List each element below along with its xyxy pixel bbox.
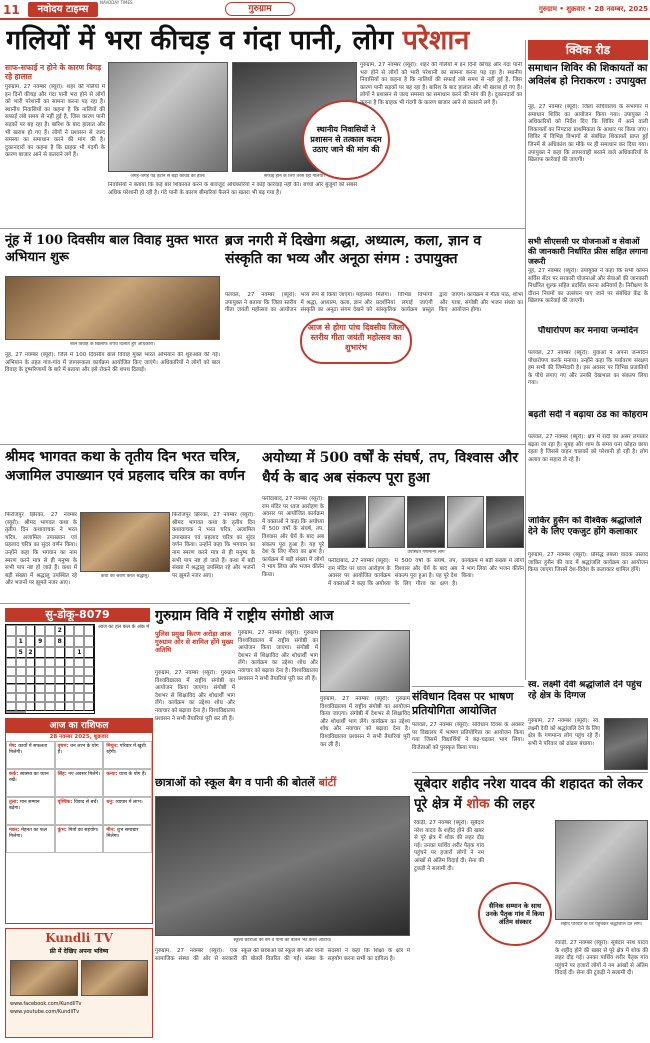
rashi-sign-text: शुभ समाचार मिलेगा। xyxy=(106,828,139,839)
sudoku-cell xyxy=(16,676,26,685)
sudoku-cell xyxy=(35,702,45,711)
rashi-sign xyxy=(103,769,152,797)
dateline: गुरुग्राम • शुक्रवार • 28 नवम्बर, 2025 xyxy=(538,5,648,13)
sudoku-cell xyxy=(45,676,55,685)
rashi-sign xyxy=(103,741,152,769)
portrait xyxy=(328,496,366,548)
sudoku-cell xyxy=(26,702,36,711)
rashifal-grid xyxy=(6,741,152,853)
ad-image xyxy=(81,960,149,996)
rashi-sign xyxy=(103,825,152,853)
schoolbags-body: गुरुग्राम, 27 नवम्बर (ब्यूरो): एक सामाजिक संस्था की ओर से सरकारी स्कूल की छात्राओं को स्कूल बैग और पानी की बोतलें वितरित की गईं। संस्था के सदस्यों ने कहा कि शिक्षा के क्षेत्र में सहयोग करना सभी का दायित्व है। xyxy=(155,948,410,962)
rule-5 xyxy=(412,772,648,773)
rule-right-sidebar xyxy=(525,40,526,680)
rashi-sign-name: कर्क: xyxy=(9,772,20,777)
rashi-sign-text: स्वास्थ्य का ध्यान रखें। xyxy=(9,772,49,783)
sudoku-cell xyxy=(6,693,16,702)
schoolbags-headline xyxy=(155,774,410,794)
rashi-sign-text: विवाद से बचें। xyxy=(73,800,99,805)
sudoku-cell xyxy=(55,658,65,667)
portrait xyxy=(486,496,524,548)
martyr-headline-a: सूबेदार शहीद नरेश यादव की शहादत को लेकर पूरे क्षेत्र में xyxy=(414,776,643,812)
sudoku-hint: आज का हल कल के अंक में xyxy=(98,624,150,630)
rule-3 xyxy=(0,603,410,604)
rashi-sign-text: व्यापार में लाभ। xyxy=(115,800,143,805)
sudoku-cell xyxy=(74,667,84,676)
masthead xyxy=(0,0,650,20)
braj-headline: ब्रज नगरी में दिखेगा श्रद्धा, अध्यात्म, कला, ज्ञान व संस्कृति का भव्य और अनूठा संगम : उपायुक्त xyxy=(225,233,482,267)
sudoku-cell xyxy=(55,684,65,693)
page-number: 11 xyxy=(3,3,20,17)
martyr-headline xyxy=(414,774,648,816)
sudoku-cell xyxy=(74,636,84,647)
sudoku-cell xyxy=(26,658,36,667)
quick-read-kicker: क्विक रीड xyxy=(528,40,648,60)
kundli-ad[interactable] xyxy=(5,928,153,1038)
ayodhya-portraits xyxy=(328,496,524,548)
rashi-sign-name: सिंह: xyxy=(57,772,69,777)
sidebar-h3: पौधारोपण कर मनाया जन्मदिन xyxy=(537,326,639,336)
sudoku-cell xyxy=(65,667,75,676)
sudoku-cell xyxy=(84,625,94,636)
sudoku-cell xyxy=(16,658,26,667)
ayodhya-caption: उपस्थित गणमान्य लोग xyxy=(407,550,445,555)
tribute-headline: स्व. लक्ष्मी देवी श्रद्धांजलि देने पहुंच रहे क्षेत्र के दिग्गज xyxy=(528,680,642,701)
sudoku-cell xyxy=(74,684,84,693)
lead-body-continued: गुरुग्राम, 27 नवम्बर (ब्यूरो): शहर की गलियों में इन दिनों कीचड़ और गंदा पानी भरा होने से लोगों को भारी परेशानी का सामना करना पड़ रहा है। स्थानीय निवासियों का कहना है कि नालियों की सफाई लंबे समय से नहीं हुई है, जिस कारण पानी सड़कों पर बह रहा है। बारिश के बाद हालात और भी खराब हो गए हैं। लोगों ने प्रशासन से जल्द समस्या का समाधान करने की मांग की है। दुकानदारों का कहना है कि ग्राहक भी गंदगी के कारण बाजार आने से कतराने लगे हैं। xyxy=(360,62,522,106)
sudoku-cell xyxy=(84,684,94,693)
sidebar-top-headline: समाधान शिविर की शिकायतों का अविलंब हो निराकरण : उपायुक्त xyxy=(528,63,648,87)
sudoku-cell xyxy=(65,647,75,658)
sudoku-cell xyxy=(6,647,16,658)
ad-image xyxy=(10,960,78,996)
lead-photo-1-caption: जगह-जगह पेड़ हटाने से बढ़ी कीचड़ का हाल। xyxy=(130,174,206,179)
sudoku-cell xyxy=(6,636,16,647)
sudoku-cell xyxy=(65,625,75,636)
rashi-sign-text: मान सम्मान बढ़ेगा। xyxy=(9,800,40,811)
sudoku-cell xyxy=(26,636,36,647)
braj-body: पलवल, 27 नवम्बर (ब्यूरो): उपायुक्त ने बताया कि जिला स्तरीय गीता जयंती महोत्सव का आयोजन भव्य रूप से किया जाएगा। महोत्सव में श्रद्धा, अध्यात्म, कला, ज्ञान और संस्कृति का अनूठा संगम देखने को मिलेगा। विभिन्न विभागों द्वारा प्रदर्शनियां लगाई जाएंगी और सांस्कृतिक कार्यक्रम प्रस्तुत किए जाएंगे। कार्यक्रम में गीता पाठ, शोभा यात्रा, संगोष्ठी और भजन संध्या का आयोजन होगा। xyxy=(225,292,523,314)
rashi-sign-name: मेष: xyxy=(9,744,19,749)
rashi-sign xyxy=(6,741,55,769)
sudoku-cell xyxy=(74,625,84,636)
schoolbags-headline-a: छात्राओं को स्कूल बैग व पानी की बोतलें xyxy=(155,776,319,789)
sudoku-cell: 5 xyxy=(16,647,26,658)
sidebar-b3: पलवल, 27 नवम्बर (ब्यूरो): युवाओं ने अपना जन्मदिन पौधारोपण करके मनाया। उन्होंने कहा कि पर्यावरण संरक्षण हम सभी की जिम्मेदारी है। इस अवसर पर विभिन्न प्रजातियों के पौधे लगाए गए और उनकी देखभाल का संकल्प लिया गया। xyxy=(528,350,648,387)
lead-body: गुरुग्राम, 27 नवम्बर (ब्यूरो): शहर की गलियों में इन दिनों कीचड़ और गंदा पानी भरा होने से लोगों को भारी परेशानी का सामना करना पड़ रहा है। स्थानीय निवासियों का कहना है कि नालियों की सफाई लंबे समय से नहीं हुई है, जिस कारण पानी सड़कों पर बह रहा है। बारिश के बाद हालात और भी खराब हो गए हैं। लोगों ने प्रशासन से जल्द समस्या का समाधान करने की मांग की है। दुकानदारों का कहना है कि ग्राहक भी गंदगी के कारण बाजार आने से कतराने लगे हैं। xyxy=(5,84,105,159)
rashifal-title: आज का राशिफल xyxy=(6,719,152,733)
rashi-sign xyxy=(55,797,104,825)
ad-youtube[interactable]: www.youtube.com/KundliTv xyxy=(10,1009,80,1015)
sudoku-cell xyxy=(16,702,26,711)
symposium-kicker: पुलिस प्रमुख किरण अरोड़ा आज गुरुग्राम ओर से शामिल होंगे मुख्य अतिथि xyxy=(155,630,234,654)
ayodhya-body: फरीदाबाद, 27 नवम्बर (ब्यूरो): राम मंदिर पर ध्वज आरोहण के अवसर पर आयोजित कार्यक्रम में वक्ताओं ने कहा कि अयोध्या में 500 वर्षों के संघर्ष, तप, विश्वास और धैर्य के बाद अब संकल्प पूरा हुआ है। यह पूरे देश के लिए गौरव का क्षण है। कार्यक्रम में बड़ी संख्या में लोगों ने भाग लिया और भजन कीर्तन किया। xyxy=(262,496,324,578)
rashi-sign xyxy=(55,769,104,797)
symposium-body-3: गुरुग्राम, 27 नवम्बर (ब्यूरो): गुरुग्राम विश्वविद्यालय में राष्ट्रीय संगोष्ठी का आयोजन किया जाएगा। संगोष्ठी में देशभर से शिक्षाविद और शोधार्थी भाग लेंगे। कार्यक्रम का उद्देश्य शोध और नवाचार को बढ़ावा देना है। विश्वविद्यालय प्रशासन ने सभी तैयारियां पूरी कर ली हैं। xyxy=(320,696,410,748)
martyr-body-2: रेवाड़ी, 27 नवम्बर (ब्यूरो): सूबेदार नरेश यादव के शहीद होने की खबर से पूरे क्षेत्र में शोक की लहर दौड़ गई। उनका पार्थिव शरीर पैतृक गांव पहुंचने पर हजारों लोगों ने नम आंखों से अंतिम विदाई दी। सेना की टुकड़ी ने सलामी दी। xyxy=(555,940,648,977)
sudoku-cell xyxy=(16,667,26,676)
rashi-sign-name: वृश्चिक: xyxy=(57,800,74,805)
sudoku-cell xyxy=(84,693,94,702)
sudoku-cell xyxy=(84,667,94,676)
child-marriage-headline: नूंह में 100 दिवसीय बाल विवाह मुक्त भारत अभियान शुरू xyxy=(5,233,218,265)
sudoku-cell xyxy=(65,658,75,667)
symposium-body-2: गुरुग्राम, 27 नवम्बर (ब्यूरो): गुरुग्राम विश्वविद्यालय में राष्ट्रीय संगोष्ठी का आयोजन किया जाएगा। संगोष्ठी में देशभर से शिक्षाविद और शोधार्थी भाग लेंगे। कार्यक्रम का उद्देश्य शोध और नवाचार को बढ़ावा देना है। विश्वविद्यालय प्रशासन ने सभी तैयारियां पूरी कर ली हैं। xyxy=(238,630,318,682)
sudoku-cell xyxy=(26,676,36,685)
rashi-sign-text: परिवार में खुशी रहेगी। xyxy=(106,744,146,755)
bhagwat-headline: श्रीमद भागवत कथा के तृतीय दिन भरत चरित्र, अजामिल उपाख्यान एवं प्रहलाद चरित्र का वर्णन xyxy=(5,449,245,484)
symposium-headline: गुरुग्राम विवि में राष्ट्रीय संगोष्ठी आज xyxy=(155,608,334,624)
rashi-sign-name: कन्या: xyxy=(106,772,120,777)
lead-subhead: साफ-सफाई न होने के कारण बिगड़ रहे हालात xyxy=(5,63,102,81)
rashi-sign xyxy=(6,769,55,797)
rashi-sign-name: मिथुन: xyxy=(106,744,120,749)
rashi-sign xyxy=(55,741,104,769)
rashi-sign-name: तुला: xyxy=(9,800,20,805)
sudoku-cell xyxy=(6,658,16,667)
sudoku-cell xyxy=(26,693,36,702)
sudoku-cell xyxy=(16,684,26,693)
sudoku-cell xyxy=(45,684,55,693)
sudoku-cell xyxy=(45,658,55,667)
bhagwat-body-2: फिरोजपुर झिरका, 27 नवम्बर (ब्यूरो): श्रीमद भागवत कथा के तृतीय दिन कथावाचक ने भरत चरित्र, अजामिल उपाख्यान एवं प्रहलाद चरित्र का सुंदर वर्णन किया। उन्होंने कहा कि भगवान का नाम स्मरण करने मात्र से ही मनुष्य के सभी पाप नष्ट हो जाते हैं। कथा में बड़ी संख्या में श्रद्धालु उपस्थित रहे और भजनों पर झूमते नजर आए। xyxy=(172,512,255,579)
sudoku-cell xyxy=(74,702,84,711)
rashi-sign-text: कार्यों में सफलता मिलेगी। xyxy=(9,744,48,755)
child-marriage-caption: बाल विवाह के खिलाफ शपथ दिलाते हुए अधिकारी। xyxy=(70,342,155,347)
sudoku-cell xyxy=(55,676,65,685)
sudoku-cell: 2 xyxy=(55,625,65,636)
rashi-sign-text: नए अवसर मिलेंगे। xyxy=(68,772,101,777)
sudoku-cell xyxy=(35,667,45,676)
martyr-body: रेवाड़ी, 27 नवम्बर (ब्यूरो): सूबेदार नरेश यादव के शहीद होने की खबर से पूरे क्षेत्र में शोक की लहर दौड़ गई। उनका पार्थिव शरीर पैतृक गांव पहुंचने पर हजारों लोगों ने नम आंखों से अंतिम विदाई दी। सेना की टुकड़ी ने सलामी दी। xyxy=(414,820,484,872)
schoolbags-headline-b: बांटीं xyxy=(318,776,337,789)
sudoku-cell: 8 xyxy=(55,636,65,647)
sudoku-cell xyxy=(26,625,36,636)
sudoku-cell xyxy=(16,625,26,636)
rule-1 xyxy=(0,228,525,229)
rashi-sign-name: मकर: xyxy=(9,828,22,833)
lead-body-2: निवासियों ने बताया कि कई बार शिकायत करने के बावजूद अधिकारियों ने कोई कार्रवाई नहीं की। बच्चों और बुजुर्गों को सबसे अधिक परेशानी हो रही है। गंदे पानी के कारण बीमारियां फैलने का खतरा भी बढ़ गया है। xyxy=(108,182,357,196)
ad-brand: Kundli TV xyxy=(45,931,113,945)
lead-quote: स्थानीय निवासियों ने प्रशासन से तत्काल कदम उठाए जाने की मांग की xyxy=(302,100,390,180)
rule-2 xyxy=(0,444,525,445)
sidebar-b4: पलवल, 27 नवम्बर (ब्यूरो): क्षेत्र में सर्दी का असर लगातार बढ़ता जा रहा है। सुबह और शाम के समय घना कोहरा छाया रहता है जिससे वाहन चालकों को परेशानी हो रही है। लोग अलाव का सहारा ले रहे हैं। xyxy=(528,434,648,463)
bhagwat-photo xyxy=(80,512,170,572)
sudoku-cell xyxy=(6,684,16,693)
martyr-headline-b: शोक xyxy=(466,796,490,812)
sudoku-cell xyxy=(74,676,84,685)
martyr-photo xyxy=(555,820,648,920)
lead-photo-2-caption: सफाई होने के लिए तरस रही गलियां। xyxy=(263,174,325,179)
lead-headline xyxy=(6,22,524,60)
sidebar-h5: जाकिर हुसैन को वैश्विक श्रद्धांजलि देने के लिए एकजुट होंगे कलाकार xyxy=(528,516,642,537)
rashi-sign-text: यात्रा के योग हैं। xyxy=(119,772,147,777)
sidebar-b2: नूंह, 27 नवम्बर (ब्यूरो): उपायुक्त ने कहा कि सभी कॉमन सर्विस सेंटर पर सरकारी योजनाओं और सेवाओं की जानकारी निर्धारित शुल्क सहित प्रदर्शित करना अनिवार्य है। निरीक्षण के दौरान नियमों का उल्लंघन पाए जाने पर संबंधित केंद्र के खिलाफ कार्रवाई की जाएगी। xyxy=(528,268,648,305)
portrait xyxy=(368,496,406,548)
sudoku-cell: 1 xyxy=(16,636,26,647)
sudoku-cell xyxy=(6,702,16,711)
rashi-sign-name: वृषभ: xyxy=(57,744,71,749)
lead-photo-1 xyxy=(108,62,228,172)
bhagwat-body: फिरोजपुर झिरका, 27 नवम्बर (ब्यूरो): श्रीमद भागवत कथा के तृतीय दिन कथावाचक ने भरत चरित्र, अजामिल उपाख्यान एवं प्रहलाद चरित्र का सुंदर वर्णन किया। उन्होंने कहा कि भगवान का नाम स्मरण करने मात्र से ही मनुष्य के सभी पाप नष्ट हो जाते हैं। कथा में बड़ी संख्या में श्रद्धालु उपस्थित रहे और भजनों पर झूमते नजर आए। xyxy=(5,512,77,587)
lead-headline-a: गलियों में भरा कीचड़ व गंदा पानी, लोग xyxy=(6,25,403,56)
sudoku-cell: 2 xyxy=(26,647,36,658)
sudoku-cell xyxy=(35,658,45,667)
sudoku-cell xyxy=(45,625,55,636)
sidebar-top-body: नूंह, 27 नवम्बर (ब्यूरो): जिला सचिवालय के सभागार में समाधान शिविर का आयोजन किया गया। उपायुक्त ने अधिकारियों को निर्देश दिए कि शिविर में आने वाली शिकायतों का निपटारा प्राथमिकता के आधार पर किया जाए। शिविर में विभिन्न विभागों से संबंधित शिकायतें प्राप्त हुईं जिनमें से अधिकांश का मौके पर ही समाधान कर दिया गया। उपायुक्त ने कहा कि लापरवाही बरतने वाले अधिकारियों के खिलाफ कार्रवाई की जाएगी। xyxy=(528,104,648,164)
ad-images xyxy=(6,956,152,1000)
sidebar-h2: सभी सीएससी पर योजनाओं व सेवाओं की जानकारी निर्धारित फ्रीस सहित लगाना जरूरी xyxy=(528,236,648,266)
rashi-sign-text: मित्रों का सहयोग। xyxy=(68,828,99,833)
vidhansabha-headline: संविधान दिवस पर भाषण प्रतियोगिता आयोजित xyxy=(412,690,514,717)
rashi-sign-text: मेहनत का फल मिलेगा। xyxy=(9,828,47,839)
sudoku-cell xyxy=(26,667,36,676)
ad-line1: फ्री में देखिए अपना भविष्य xyxy=(49,948,109,955)
sudoku-cell xyxy=(55,667,65,676)
vidhansabha-body: पलवल, 27 नवम्बर (ब्यूरो): संविधान दिवस के अवसर पर विद्यालय में भाषण प्रतियोगिता का आयोजन किया गया जिसमें विद्यार्थियों ने बढ़-चढ़कर भाग लिया। विजेताओं को पुरस्कृत किया गया। xyxy=(412,722,524,751)
sudoku-cell xyxy=(45,702,55,711)
paper-name xyxy=(28,0,133,17)
sudoku-grid xyxy=(5,624,95,714)
rashi-sign-text: धन लाभ के योग हैं। xyxy=(57,744,99,755)
rashi-sign xyxy=(6,797,55,825)
ayodhya-headline: अयोध्या में 500 वर्षों के संघर्ष, तप, विश्वास और धैर्य के बाद अब संकल्प पूरा हुआ xyxy=(262,450,519,486)
sudoku-cell xyxy=(45,693,55,702)
braj-quote: आज से होगा पांच दिवसीय जिला स्तरीय गीता जयंती महोत्सव का शुभारंभ xyxy=(300,318,412,364)
sudoku-cell xyxy=(6,676,16,685)
sudoku-cell xyxy=(26,684,36,693)
sudoku-cell xyxy=(35,647,45,658)
symposium-body: गुरुग्राम, 27 नवम्बर (ब्यूरो): गुरुग्राम विश्वविद्यालय में राष्ट्रीय संगोष्ठी का आयोजन किया जाएगा। संगोष्ठी में देशभर से शिक्षाविद और शोधार्थी भाग लेंगे। कार्यक्रम का उद्देश्य शोध और नवाचार को बढ़ावा देना है। विश्वविद्यालय प्रशासन ने सभी तैयारियां पूरी कर ली हैं। xyxy=(155,670,235,722)
bhagwat-caption: कथा का श्रवण करते श्रद्धालु। xyxy=(100,574,150,579)
symposium-photo xyxy=(320,630,410,692)
sudoku-cell xyxy=(84,676,94,685)
rashi-sign xyxy=(55,825,104,853)
sudoku-cell xyxy=(65,684,75,693)
rashifal-date: 28 नवम्बर 2025, शुक्रवार xyxy=(49,734,109,740)
sudoku-cell: 9 xyxy=(35,636,45,647)
sudoku-cell: 1 xyxy=(74,647,84,658)
sudoku-cell xyxy=(55,647,65,658)
sudoku-cell xyxy=(65,636,75,647)
sudoku-title: सु-डोकू-8079 xyxy=(5,608,150,622)
martyr-headline-c: की लहर xyxy=(489,796,535,812)
sudoku-cell xyxy=(35,684,45,693)
ayodhya-body-2: फरीदाबाद, 27 नवम्बर (ब्यूरो): राम मंदिर पर ध्वज आरोहण के अवसर पर आयोजित कार्यक्रम में वक्ताओं ने कहा कि अयोध्या में 500 वर्षों के संघर्ष, तप, विश्वास और धैर्य के बाद अब संकल्प पूरा हुआ है। यह पूरे देश के लिए गौरव का क्षण है। कार्यक्रम में बड़ी संख्या में लोगों ने भाग लिया और भजन कीर्तन किया। xyxy=(328,558,524,587)
rashifal-box xyxy=(5,718,153,924)
sudoku-cell xyxy=(65,676,75,685)
sudoku-cell xyxy=(6,667,16,676)
schoolbags-caption: स्कूली छात्राओं को बैग व पानी की बोतलें भेंट करते अतिथि। xyxy=(233,938,332,943)
sudoku-cell xyxy=(84,636,94,647)
sudoku-cell xyxy=(35,625,45,636)
lead-headline-b: परेशान xyxy=(402,25,470,56)
child-marriage-body: नूंह, 27 नवम्बर (ब्यूरो): जिले में 100 दिवसीय बाल विवाह मुक्त भारत अभियान की शुरुआत की गई। अभियान के तहत गांव-गांव में जागरूकता कार्यक्रम आयोजित किए जाएंगे। अधिकारियों ने लोगों को बाल विवाह के दुष्परिणामों के बारे में बताया और इसे रोकने की शपथ दिलाई। xyxy=(5,352,220,374)
sudoku-cell xyxy=(6,711,16,713)
section-label: गुरुग्राम xyxy=(225,2,295,16)
rashi-sign-name: कुंभ: xyxy=(57,828,69,833)
rashi-sign-name: धनु: xyxy=(106,800,116,805)
portrait xyxy=(407,496,445,548)
sudoku-cell xyxy=(84,702,94,711)
sudoku-cell xyxy=(45,647,55,658)
martyr-caption: शहीद परिवार के घर पहुंचकर श्रद्धांजलि देते लोग। xyxy=(560,922,643,927)
paper-name-text: नवोदय टाइम्स xyxy=(37,4,89,15)
schoolbags-photo xyxy=(155,796,410,936)
rashi-sign xyxy=(103,797,152,825)
sudoku-cell xyxy=(16,693,26,702)
sudoku-cell xyxy=(74,693,84,702)
child-marriage-photo xyxy=(5,276,220,340)
sudoku-cell xyxy=(35,693,45,702)
sudoku-cell xyxy=(65,702,75,711)
sudoku-cell xyxy=(84,658,94,667)
sudoku-cell xyxy=(84,647,94,658)
sidebar-b5: गुरुग्राम, 27 नवम्बर (ब्यूरो): प्रसिद्ध तबला वादक उस्ताद जाकिर हुसैन की याद में श्रद्धांजलि कार्यक्रम का आयोजन किया जाएगा जिसमें देश-विदेश के कलाकार शामिल होंगे। xyxy=(528,552,648,574)
rule-4 xyxy=(412,686,524,687)
martyr-quote: सैनिक सम्मान के साथ उनके पैतृक गांव में किया अंतिम संस्कार xyxy=(478,882,552,946)
paper-tag: NAVODAY TIMES xyxy=(100,0,133,5)
tribute-body: गुरुग्राम, 27 नवम्बर (ब्यूरो): स्व. लक्ष्मी देवी को श्रद्धांजलि देने के लिए क्षेत्र के गणमान्य लोग पहुंच रहे हैं। सभी ने परिवार को ढांढस बंधाया। xyxy=(528,718,600,747)
sudoku-cell xyxy=(55,702,65,711)
rashi-sign xyxy=(6,825,55,853)
sudoku-cell xyxy=(45,667,55,676)
sudoku-cell xyxy=(35,676,45,685)
sudoku-cell xyxy=(16,711,26,713)
portrait xyxy=(447,496,485,548)
sudoku-cell xyxy=(6,625,16,636)
rashi-sign-name: मीन: xyxy=(106,828,117,833)
tribute-portrait xyxy=(604,718,648,770)
ad-facebook[interactable]: www.facebook.com/KundliTv xyxy=(10,1001,82,1007)
sudoku-cell xyxy=(65,693,75,702)
sidebar-h4: बढ़ती सर्दी ने बढ़ाया ठंड का कोहराम xyxy=(528,410,648,420)
sudoku-cell xyxy=(45,636,55,647)
sudoku-cell xyxy=(74,658,84,667)
sudoku-cell xyxy=(55,693,65,702)
